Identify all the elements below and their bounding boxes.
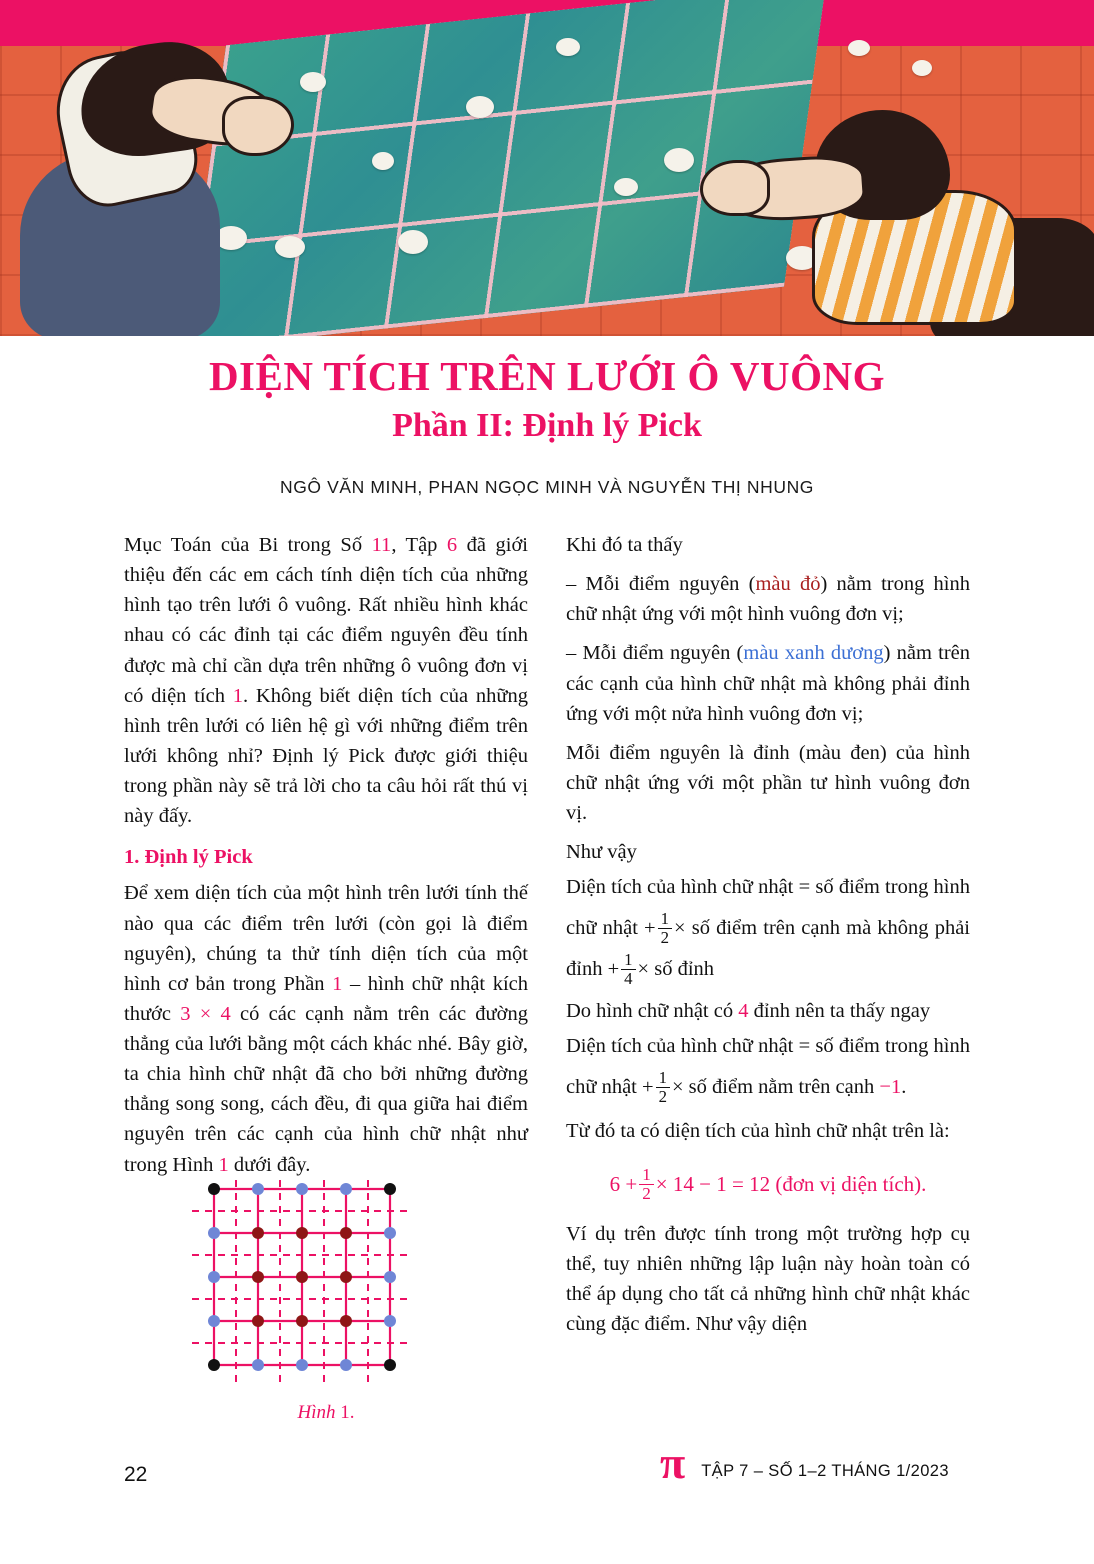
intro-number-1: 1 xyxy=(232,684,243,707)
blue-points-text-b: ) nằm trên các cạnh của hình chữ nhật mà không phải đỉnh ứng với một nửa hình vuông đơn vị; xyxy=(566,642,970,725)
fraction-denominator: 4 xyxy=(621,969,635,988)
fraction-one-half xyxy=(639,1166,654,1203)
intro-number-11: 11 xyxy=(371,534,392,556)
header-illustration xyxy=(0,0,1094,336)
fraction-numerator: 1 xyxy=(624,950,633,970)
fraction-one-half xyxy=(656,1069,670,1105)
display-eq-text-a: 6 + xyxy=(609,1171,638,1196)
formula-2-text-a: Diện tích của hình chữ nhật = số điểm trong hình chữ nhật + xyxy=(566,1035,970,1099)
body-text-3: có các cạnh nằm trên các đường thẳng của lưới bằng một cách khác nhé. Bây giờ, ta chia hình chữ nhật đã cho bởi những đường thẳng song song, cách đều, đi qua giữa hai điểm nguyên trên các cạnh của hình chữ nhật như trong Hình xyxy=(124,1002,528,1176)
fraction-one-half xyxy=(658,910,672,946)
red-points-text-b: ) nằm trong hình chữ nhật ứng với một hình vuông đơn vị; xyxy=(566,573,971,626)
body-text-1: Để xem diện tích của một hình trên lưới tính thế nào qua các điểm trên lưới (còn gọi là điểm nguyên), chúng ta thử tính diện tích của một hình cơ bản trong Phần xyxy=(124,882,528,995)
intro-text-1: Mục Toán của Bi trong Số xyxy=(124,534,372,556)
display-eq-text-b: × 14 − 1 = 12 (đơn vị diện tích). xyxy=(655,1171,927,1196)
footer-right xyxy=(660,1437,949,1488)
formula-2-period: . xyxy=(901,1076,907,1099)
fraction-denominator: 2 xyxy=(639,1184,654,1203)
lattice-grid-figure xyxy=(124,1175,528,1385)
stone xyxy=(912,60,932,76)
body-figure-number: 1 xyxy=(218,1153,229,1176)
four-vertices-text-a: Do hình chữ nhật có xyxy=(566,1000,739,1023)
body-text-4: dưới đây. xyxy=(228,1153,311,1176)
authors-line: NGÔ VĂN MINH, PHAN NGỌC MINH VÀ NGUYỄN THỊ NHUNG xyxy=(279,477,815,497)
blue-points-label: màu xanh dương xyxy=(743,642,884,665)
page-subtitle: Phần II: Định lý Pick xyxy=(392,407,702,445)
para-nhu-vay: Như vậy xyxy=(566,841,637,864)
stone xyxy=(848,40,870,56)
body-dimensions: 3 × 4 xyxy=(180,1002,231,1025)
pi-logo-icon: π xyxy=(660,1437,686,1488)
section-heading-pick: 1. Định lý Pick xyxy=(124,846,253,869)
child-right-hand xyxy=(700,160,770,216)
stone xyxy=(398,230,428,254)
figure-caption-label: Hình xyxy=(297,1402,336,1423)
stone xyxy=(556,38,580,56)
left-column xyxy=(124,530,528,1180)
blue-points-text-a: – Mỗi điểm nguyên ( xyxy=(566,642,744,665)
para-black-points: Mỗi điểm nguyên là đỉnh (màu đen) của hình chữ nhật ứng với một phần tư hình vuông đơn vị. xyxy=(566,741,970,824)
para-blue-points xyxy=(566,638,970,728)
formula-2 xyxy=(566,1026,970,1108)
issue-info: TẬP 7 – SỐ 1–2 THÁNG 1/2023 xyxy=(701,1461,949,1480)
title-block xyxy=(0,352,1094,447)
page-number: 22 xyxy=(124,1463,148,1486)
body-paragraph xyxy=(124,878,528,1179)
stone xyxy=(466,96,494,118)
formula-2-text-b: × số điểm nằm trên cạnh xyxy=(671,1076,875,1099)
para-red-points xyxy=(566,569,970,629)
fraction-numerator: 1 xyxy=(642,1165,651,1185)
fraction-numerator: 1 xyxy=(658,1068,667,1088)
formula-1-text-c: × số đỉnh xyxy=(637,958,715,981)
intro-text-2: , Tập xyxy=(391,534,447,556)
figure-1 xyxy=(124,1175,528,1424)
display-equation xyxy=(566,1163,970,1205)
body-text-2: – hình chữ nhật kích thước xyxy=(124,972,528,1025)
body-number-part1: 1 xyxy=(332,972,343,995)
four-vertices-number: 4 xyxy=(738,1000,749,1023)
intro-number-6: 6 xyxy=(446,534,458,556)
intro-text-3: đã giới thiệu đến các em cách tính diện tích của những hình tạo trên lưới ô vuông. Rất nhiều hình khác nhau có các đỉnh tại các điểm nguyên đều tính được mà chỉ cần dựa trên những ô vuông đơn vị có diện tích xyxy=(124,534,528,707)
right-column xyxy=(566,530,970,1339)
intro-paragraph xyxy=(124,530,528,831)
stone xyxy=(275,236,305,258)
figure-caption-number: 1. xyxy=(340,1402,355,1423)
red-points-text-a: – Mỗi điểm nguyên ( xyxy=(566,573,756,596)
figure-caption xyxy=(124,1402,528,1424)
formula-1-text-b: × số điểm trên cạnh mà không phải đỉnh + xyxy=(566,917,971,981)
para-four-vertices xyxy=(566,996,970,1026)
fraction-numerator: 1 xyxy=(660,909,670,929)
stone xyxy=(372,152,394,170)
page-title: DIỆN TÍCH TRÊN LƯỚI Ô VUÔNG xyxy=(208,353,886,399)
para-vi-du: Ví dụ trên được tính trong một trường hợp cụ thể, tuy nhiên những lập luận này hoàn toàn có thể áp dụng cho tất cả những hình chữ nhật khác cùng đặc điểm. Như vậy diện xyxy=(566,1222,970,1335)
fraction-denominator: 2 xyxy=(658,928,672,947)
four-vertices-text-b: đỉnh nên ta thấy ngay xyxy=(748,1000,931,1023)
para-khi-do: Khi đó ta thấy xyxy=(566,534,683,556)
red-points-label: màu đỏ xyxy=(755,573,821,596)
formula-2-minus-one: −1 xyxy=(879,1076,902,1099)
formula-1 xyxy=(566,867,970,990)
fraction-denominator: 2 xyxy=(656,1087,670,1106)
stone xyxy=(614,178,638,196)
para-tu-do: Từ đó ta có diện tích của hình chữ nhật trên là: xyxy=(566,1120,950,1143)
fraction-one-quarter xyxy=(621,951,635,987)
intro-text-4: . Không biết diện tích của những hình trên lưới có liên hệ gì với những điểm trên lưới không nhỉ? Định lý Pick được giới thiệu trong phần này sẽ trả lời cho ta câu hỏi rất thú vị này đấy. xyxy=(124,684,528,828)
stone xyxy=(300,72,326,92)
formula-1-text-a: Diện tích của hình chữ nhật = số điểm trong hình chữ nhật + xyxy=(566,876,970,940)
stone xyxy=(664,148,694,172)
